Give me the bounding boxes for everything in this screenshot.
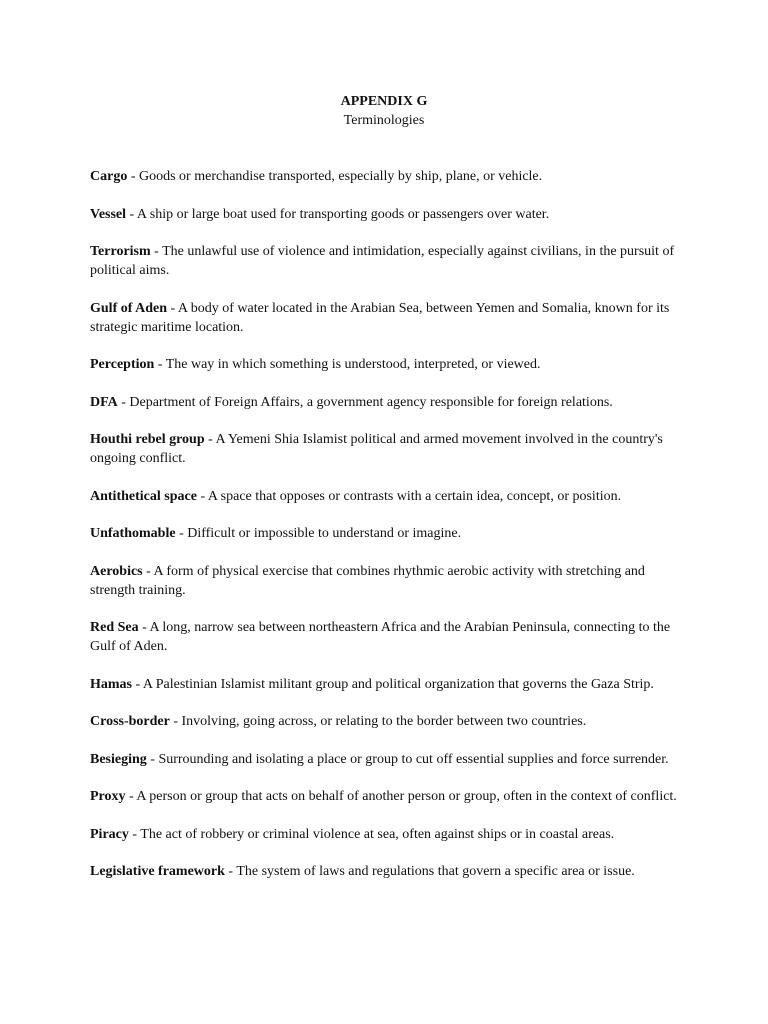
term-word: Aerobics [90,563,143,579]
terminology-list [90,167,680,900]
term-word: Vessel [90,206,127,222]
term-definition: - Surrounding and isolating a place or group to cut off essential supplies and force surrender. [146,751,669,767]
appendix-title: APPENDIX G [340,94,428,109]
term-word: Besieging [90,751,147,767]
term-word: Red Sea [90,620,139,635]
term-word: Houthi rebel group [90,432,205,447]
term-entry-besieging [90,750,680,769]
term-definition: - A space that opposes or contrasts with a certain idea, concept, or position. [196,488,622,504]
term-word: Gulf of Aden [90,300,168,316]
appendix-heading [0,92,768,130]
term-definition: - A ship or large boat used for transporting goods or passengers over water. [126,206,550,222]
term-definition: - The act of robbery or criminal violence at sea, often against ships or in coastal areas. [128,826,615,842]
term-word: Cross-border [90,714,170,729]
term-entry-gulf-of-aden [90,299,680,337]
term-word: Proxy [90,789,126,804]
term-definition: - A body of water located in the Arabian Sea, between Yemen and Somalia, known for its strategic maritime location. [90,300,670,335]
term-definition: - A form of physical exercise that combines rhythmic aerobic activity with stretching and strength training. [90,563,645,598]
term-word: Antithetical space [90,488,197,504]
term-word: Legislative framework [90,864,225,879]
term-word: Cargo [90,169,128,184]
term-definition: - A person or group that acts on behalf of another person or group, often in the context of conflict. [125,789,677,804]
term-definition: - Department of Foreign Affairs, a government agency responsible for foreign relations. [117,394,613,410]
term-word: Unfathomable [90,526,176,541]
term-word: Hamas [90,676,132,692]
term-entry-cross-border [90,712,680,731]
term-entry-vessel [90,205,680,224]
term-definition: - Difficult or impossible to understand or imagine. [175,526,462,541]
term-entry-hamas [90,675,680,694]
term-definition: - A long, narrow sea between northeastern Africa and the Arabian Peninsula, connecting to the Gulf of Aden. [90,620,671,654]
term-entry-aerobics [90,562,680,600]
term-entry-terrorism [90,242,680,280]
term-definition: - A Palestinian Islamist militant group and political organization that governs the Gaza Strip. [132,676,654,692]
term-entry-houthi-rebel-group [90,430,680,468]
term-entry-legislative-framework [90,862,680,881]
term-entry-dfa [90,393,680,412]
term-definition: - Goods or merchandise transported, especially by ship, plane, or vehicle. [127,169,543,184]
term-word: Perception [90,357,155,372]
term-entry-red-sea [90,618,680,656]
term-definition: - The system of laws and regulations that govern a specific area or issue. [224,864,635,879]
term-definition: - The unlawful use of violence and intimidation, especially against civilians, in the pursuit of political aims. [90,244,675,278]
term-definition: - Involving, going across, or relating to the border between two countries. [169,714,587,729]
term-entry-piracy [90,825,680,844]
term-entry-proxy [90,787,680,806]
term-entry-cargo [90,167,680,186]
term-entry-unfathomable [90,524,680,543]
term-word: Terrorism [90,244,151,259]
term-word: Piracy [90,826,129,842]
term-definition: - A Yemeni Shia Islamist political and armed movement involved in the country's ongoing conflict. [90,432,663,466]
term-definition: - The way in which something is understood, interpreted, or viewed. [154,357,541,372]
term-entry-perception [90,355,680,374]
term-entry-antithetical-space [90,487,680,506]
term-word: DFA [90,394,118,410]
appendix-subtitle: Terminologies [343,113,425,128]
